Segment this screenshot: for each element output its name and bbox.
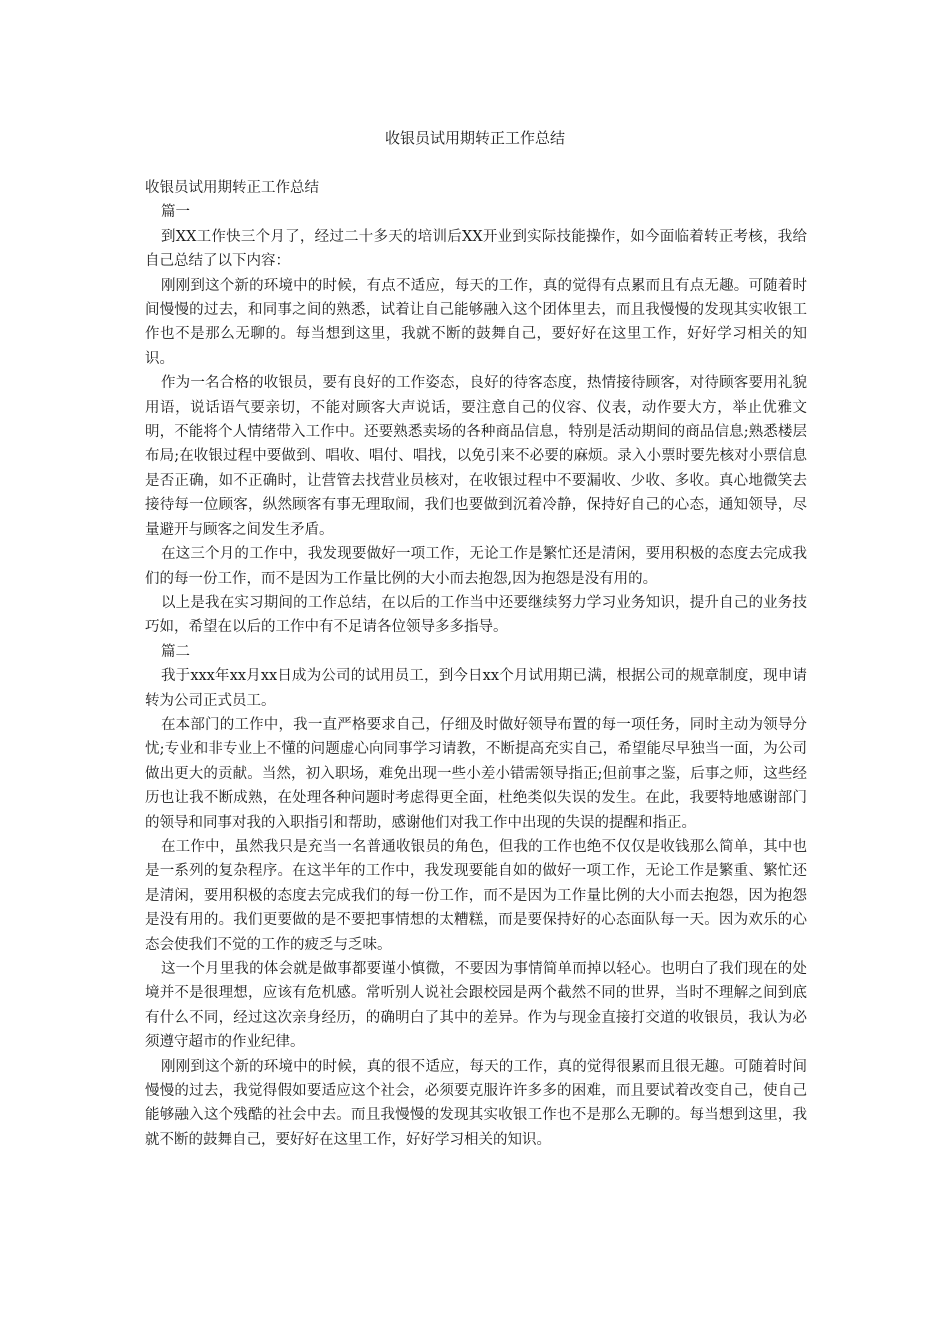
paragraph: 以上是我在实习期间的工作总结，在以后的工作当中还要继续努力学习业务知识，提升自己的业务技巧如，希望在以后的工作中有不足请各位领导多多指导。	[145, 594, 807, 636]
paragraph: 在这三个月的工作中，我发现要做好一项工作，无论工作是繁忙还是清闲，要用积极的态度去完成我们的每一份工作，而不是因为工作量比例的大小而去抱怨,因为抱怨是没有用的。	[145, 546, 807, 587]
paragraph: 刚刚到这个新的环境中的时候，有点不适应，每天的工作，真的觉得有点累而且有点无趣。可随着时间慢慢的过去，和同事之间的熟悉，试着让自己能够融入这个团体里去，而且我慢慢的发现其实收银工作也不是那么无聊的。每当想到这里，我就不断的鼓舞自己，要好好在这里工作，好好学习相关的知识。	[145, 277, 807, 367]
paragraph: 到XX工作快三个月了，经过二十多天的培训后XX开业到实际技能操作，如今面临着转正考核，我给自己总结了以下内容：	[145, 228, 807, 270]
section-heading: 篇二	[161, 643, 190, 660]
paragraph: 作为一名合格的收银员，要有良好的工作姿态，良好的待客态度，热情接待顾客，对待顾客要用礼貌用语，说话语气要亲切，不能对顾客大声说话，要注意自己的仪容、仪表，动作要大方，举止优雅文明，不能将个人情绪带入工作中。还要熟悉卖场的各种商品信息，特别是活动期间的商品信息;熟悉楼层布局;在收银过程中要做到、唱收、唱付、唱找，以免引来不必要的麻烦。录入小票时要先核对小票信息是否正确，如不正确时，让营管去找营业员核对，在收银过程中不要漏收、少收、多收。真心地微笑去接待每一位顾客，纵然顾客有事无理取闹，我们也要做到沉着冷静，保持好自己的心态，通知领导，尽量避开与顾客之间发生矛盾。	[145, 375, 807, 538]
document-body	[145, 176, 807, 1152]
section-heading: 篇一	[161, 204, 190, 221]
paragraph: 刚刚到这个新的环境中的时候，真的很不适应，每天的工作，真的觉得很累而且很无趣。可随着时间慢慢的过去，我觉得假如要适应这个社会，必须要克服许许多多的困难，而且要试着改变自己，使自己能够融入这个残酷的社会中去。而且我慢慢的发现其实收银工作也不是那么无聊的。每当想到这里，我就不断的鼓舞自己，要好好在这里工作，好好学习相关的知识。	[145, 1058, 807, 1148]
paragraph: 在工作中，虽然我只是充当一名普通收银员的角色，但我的工作也绝不仅仅是收钱那么简单，其中也是一系列的复杂程序。在这半年的工作中，我发现要能自如的做好一项工作，无论工作是繁重、繁忙还是清闲，要用积极的态度去完成我们的每一份工作，而不是因为工作量比例的大小而去抱怨，因为抱怨是没有用的。我们更要做的是不要把事情想的太糟糕，而是要保持好的心态面队每一天。因为欢乐的心态会使我们不觉的工作的疲乏与乏味。	[145, 838, 807, 953]
paragraph: 在本部门的工作中，我一直严格要求自己，仔细及时做好领导布置的每一项任务，同时主动为领导分忧;专业和非专业上不懂的问题虚心向同事学习请教，不断提高充实自己，希望能尽早独当一面，为公司做出更大的贡献。当然，初入职场，难免出现一些小差小错需领导指正;但前事之鉴，后事之师，这些经历也让我不断成熟，在处理各种问题时考虑得更全面，杜绝类似失误的发生。在此，我要特地感谢部门的领导和同事对我的入职指引和帮助，感谢他们对我工作中出现的失误的提醒和指正。	[145, 716, 807, 831]
document-title: 收银员试用期转正工作总结	[384, 129, 565, 147]
paragraph: 这一个月里我的体会就是做事都要谨小慎微，不要因为事情简单而掉以轻心。也明白了我们现在的处境并不是很理想，应该有危机感。常听别人说社会跟校园是两个截然不同的世界，当时不理解之间到底有什么不同，经过这次亲身经历，的确明白了其中的差异。作为与现金直接打交道的收银员，我认为必须遵守超市的作业纪律。	[145, 961, 807, 1051]
document-subtitle: 收银员试用期转正工作总结	[145, 180, 319, 196]
paragraph: 我于xxx年xx月xx日成为公司的试用员工，到今日xx个月试用期已满，根据公司的规章制度，现申请转为公司正式员工。	[145, 668, 807, 709]
